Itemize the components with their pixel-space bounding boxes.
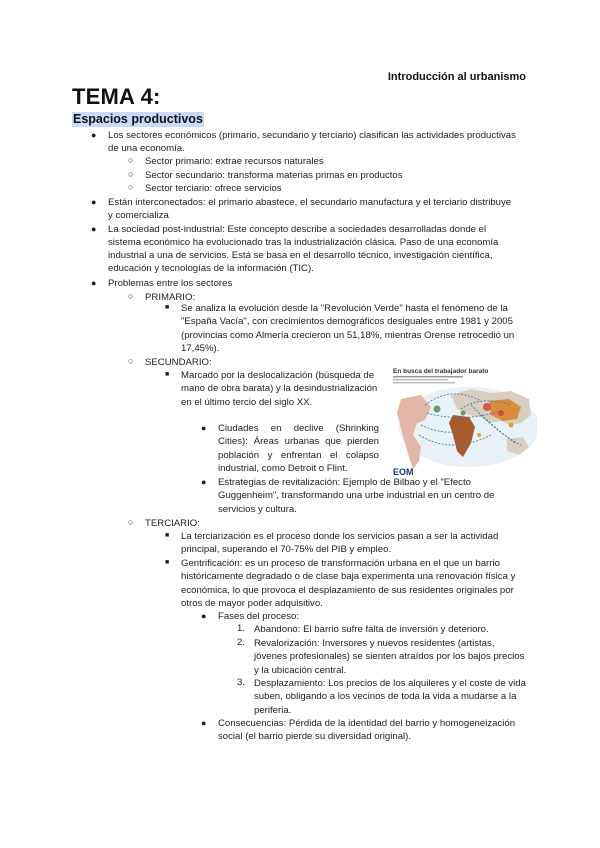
- course-header: Introducción al urbanismo: [387, 71, 526, 83]
- bullet-icon: ●: [91, 197, 97, 207]
- hollow-bullet-icon: ○: [128, 155, 134, 165]
- list-item: Consecuencias: Pérdida de la identidad del barrio y homogeneización social (el barrio pierde su diversidad original).: [218, 718, 516, 743]
- hollow-bullet-icon: ○: [128, 517, 134, 527]
- hollow-bullet-icon: ○: [128, 291, 134, 301]
- list-item: La sociedad post-industrial: Este concepto describe a sociedades desarrolladas donde el sistema económico ha evolucionado tras la industrialización clásica. Paso de una economía industrial a una de servicios. Está se basa en el desarrollo técnico, investigación científica, educación y tecnologías de la información (TIC).: [108, 224, 499, 274]
- square-bullet-icon: ■: [165, 559, 170, 566]
- list-item: Fases del proceso:: [218, 611, 300, 622]
- page-title: TEMA 4:: [72, 84, 161, 109]
- square-bullet-icon: ■: [165, 304, 170, 311]
- square-bullet-icon: ■: [165, 532, 170, 539]
- square-bullet-icon: ■: [165, 371, 170, 378]
- list-item: Están interconectados: el primario abastece, el secundario manufactura y el terciario distribuye y comercializa: [108, 197, 512, 221]
- list-item: Desplazamiento: Los precios de los alquileres y el coste de vida suben, obligando a los vecinos de toda la vida a mudarse a la periferia.: [254, 678, 526, 716]
- list-item: Sector secundario: transforma materias primas en productos: [145, 170, 403, 181]
- list-item: Revalorización: Inversores y nuevos residentes (artistas, jóvenes profesionales) se sienten atraídos por los bajos precios y la ubicación central.: [254, 638, 525, 676]
- bullet-icon: ●: [201, 718, 207, 728]
- bullet-icon: ●: [201, 423, 207, 433]
- list-item: Gentrificación: es un proceso de transformación urbana en el que un barrio históricamente degradado o de clase baja experimenta una renovación física y económica, lo que provoca el desplazamiento de sus residentes originales por otros de mayor poder adquisitivo.: [181, 558, 516, 609]
- list-number: 2.: [237, 637, 246, 648]
- list-item: La terciarización es el proceso donde los servicios pasan a ser la actividad principal, superando el 70-75% del PIB y empleo.: [181, 531, 499, 556]
- list-item: Sector primario: extrae recursos naturales: [145, 156, 324, 167]
- list-item: Se analiza la evolución desde la "Revolución Verde" hasta el fenómeno de la "España Vacía", con crecimientos demográficos desiguales entre 1981 y 2005 (provincias como Almería crecieron un 51,18%, mientras Orense retrocedió un 17,45%).: [181, 303, 515, 354]
- bullet-icon: ●: [91, 224, 97, 234]
- list-item: Ciudades en declive (Shrinking Cities): Áreas urbanas que pierden población y enfrentan el colapso industrial, como Detroit o Flint.: [218, 423, 379, 474]
- hollow-bullet-icon: ○: [128, 182, 134, 192]
- sector-label: TERCIARIO:: [145, 518, 200, 529]
- bullet-icon: ●: [91, 130, 97, 140]
- list-item: Estrategias de revitalización: Ejemplo de Bilbao y el "Efecto Guggenheim", transformando una urbe industrial en un centro de servicios y cultura.: [218, 477, 495, 515]
- list-item: Los sectores económicos (primario, secundario y terciario) clasifican las actividades productivas de una economía.: [108, 130, 516, 154]
- map-logo: EOM: [393, 467, 414, 477]
- bullet-icon: ●: [201, 611, 207, 621]
- hollow-bullet-icon: ○: [128, 356, 134, 366]
- world-map-graphic: [391, 365, 537, 477]
- list-item: Marcado por la deslocalización (búsqueda de mano de obra barata) y la desindustrialización en el último tercio del siglo XX.: [181, 370, 378, 408]
- sector-label: SECUNDARIO:: [145, 357, 212, 368]
- list-item: Abandono: El barrio sufre falta de inversión y deterioro.: [254, 624, 489, 635]
- hollow-bullet-icon: ○: [128, 169, 134, 179]
- map-title: En busca del trabajador barato: [393, 368, 489, 375]
- list-number: 1.: [237, 623, 246, 634]
- list-item: Problemas entre los sectores: [108, 278, 233, 289]
- bullet-icon: ●: [91, 278, 97, 288]
- section-heading: Espacios productivos: [73, 112, 203, 126]
- sector-label: PRIMARIO:: [145, 292, 196, 303]
- world-map-figure: [391, 365, 537, 477]
- list-item: Sector terciario: ofrece servicios: [145, 183, 282, 194]
- list-number: 3.: [237, 677, 246, 688]
- bullet-icon: ●: [201, 477, 207, 487]
